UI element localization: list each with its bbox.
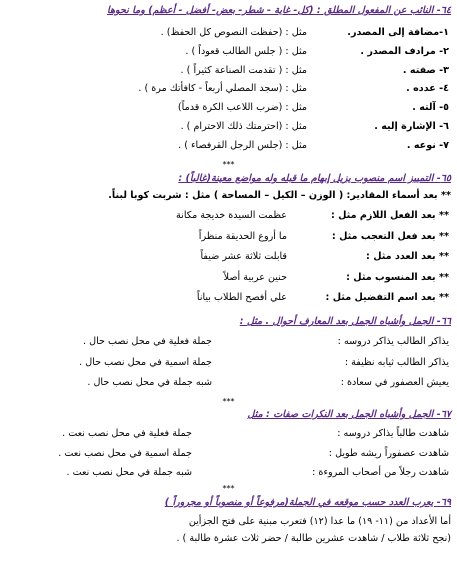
- separator: ***: [222, 484, 235, 493]
- section-66-row-label: يذاكر الطالب يذاكر دروسه :: [337, 336, 449, 347]
- section-64-row-example: مثل : ( جلس الطالب قعوداً ) .: [185, 45, 307, 57]
- section-66-row-example: جملة فعلية في محل نصب حال .: [83, 336, 212, 347]
- section-67-row-example: شبه جملة في محل نصب نعت .: [66, 467, 192, 478]
- section-64-row-label: ٣- صفته .: [402, 64, 449, 76]
- section-65-title: ٦٥- التمييز اسم منصوب يزيل إبهام ما قبله وله مواضع معينة(غالباً) :: [178, 173, 451, 184]
- section-67-row-label: شاهدت عصفوراً ريشه طويل :: [328, 447, 449, 459]
- separator: ***: [222, 160, 235, 169]
- section-69-line-2: (نجح ثلاثة طلاب / شاهدت عشرين طالبة / حضر ثلاث عشرة طالبة ) .: [176, 533, 451, 544]
- section-64-row-example: مثل : (احترمتك ذلك الاحترام ) .: [180, 121, 307, 132]
- section-65-row-label: ** بعد العدد مثل :: [366, 251, 449, 263]
- section-69-title: ٦٩- يعرب العدد حسب موقعه في الجملة(مرفوعاً أو منصوباً أو مجروراً ): [164, 497, 451, 508]
- section-64-row-example: مثل : (سجد المصلي أربعاً - كافأتك مرة ) .: [138, 83, 307, 95]
- section-65-row-example: ما أروع الحديقة منظراً: [198, 230, 287, 242]
- section-66-title: ٦٦- الجمل وأشباه الجمل بعد المعارف أحوال . مثل :: [239, 316, 451, 327]
- section-64-row-example: مثل : ( تقدمت الصناعة كثيراً ) .: [180, 64, 307, 76]
- section-65-row-label: ** بعد الفعل اللازم مثل :: [330, 210, 449, 221]
- section-65-row-example: عظمت السيدة خديجة مكانة: [176, 210, 287, 221]
- section-64-title: ٦٤- النائب عن المفعول المطلق : (كل- غاية - شطر- بعض- أفضل - أعظم) وما نحوها: [107, 5, 451, 16]
- section-64-row-label: ٥- آلته .: [412, 102, 449, 114]
- section-64-row-example: مثل : (حفظت النصوص كل الحفظ) .: [160, 27, 307, 38]
- section-67-row-label: شاهدت طالباً يذاكر دروسه :: [337, 428, 449, 439]
- section-64-row-label: ١-مضافة إلى المصدر.: [347, 27, 449, 38]
- section-66-row-label: يعيش العصفور في سعادة :: [340, 377, 449, 388]
- section-69-line-1: أما الأعداد من (١١- ١٩) ما عدا (١٢) فتعرب مبنية على فتح الجزأين: [188, 516, 451, 527]
- section-65-row-label: ** بعد اسم التفضيل مثل :: [325, 292, 449, 304]
- section-66-row-example: شبه جملة في محل نصب حال .: [87, 377, 212, 388]
- section-67-row-label: شاهدت رجلاً من أصحاب المروءة :: [312, 467, 449, 478]
- section-66-row-example: جملة اسمية في محل نصب حال .: [79, 356, 212, 368]
- section-65-row-label: ** بعد المنسوب مثل :: [346, 271, 449, 283]
- section-67-title: ٦٧- الجمل وأشباه الجمل بعد النكرات صفات : مثل: [247, 409, 451, 420]
- separator: ***: [222, 397, 235, 406]
- section-65-row-example: علي أفصح الطلاب بياناً: [196, 292, 287, 304]
- section-66-row-label: يذاكر الطالب ثيابه نظيفة :: [344, 356, 449, 368]
- section-65-row-example: حنين عربية أصلاً: [223, 271, 287, 283]
- section-65-first-row: ** بعد أسماء المقادير: ( الوزن – الكيل – المساحة ) مثل : شربت كوبا لبناً.: [108, 190, 451, 201]
- section-64-row-label: ٤- عدده .: [406, 83, 449, 95]
- section-64-row-label: ٧- نوعه .: [406, 139, 449, 151]
- section-65-row-example: قابلت ثلاثة عشر ضيفاً: [200, 251, 287, 263]
- section-67-row-example: جملة اسمية في محل نصب نعت .: [58, 447, 192, 459]
- section-67-row-example: جملة فعلية في محل نصب نعت .: [62, 428, 192, 439]
- section-64-row-label: ٦- الإشارة إليه .: [374, 121, 449, 132]
- section-64-row-example: مثل : (جلس الرجل القرفصاء ) .: [178, 139, 307, 151]
- section-64-row-example: مثل : (ضرب اللاعب الكرة قدماً): [177, 102, 307, 114]
- section-65-row-label: ** بعد فعل التعجب مثل :: [331, 230, 449, 242]
- section-64-row-label: ٢- مرادف المصدر .: [360, 45, 449, 57]
